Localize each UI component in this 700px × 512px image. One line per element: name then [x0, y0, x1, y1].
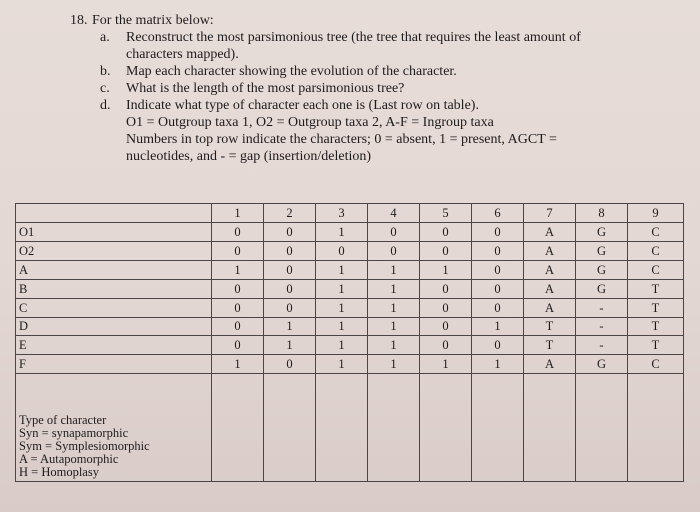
taxon-label: F [16, 355, 212, 374]
taxon-row [16, 336, 684, 355]
character-type-answer-cell[interactable] [576, 374, 628, 482]
character-type-answer-cell[interactable] [420, 374, 472, 482]
character-type-answer-cell[interactable] [264, 374, 316, 482]
character-type-answer-cell[interactable] [524, 374, 576, 482]
item-d-line: Indicate what type of character each one is (Last row on table). [126, 98, 479, 113]
character-state-cell: G [576, 279, 628, 298]
question-block [70, 12, 690, 165]
character-state-cell: T [524, 336, 576, 355]
character-state-cell: 1 [368, 317, 420, 336]
question-heading [70, 12, 690, 29]
item-a-line: characters mapped). [126, 47, 239, 62]
character-state-cell: 0 [368, 222, 420, 241]
taxon-row [16, 279, 684, 298]
character-state-cell: A [524, 279, 576, 298]
character-state-cell: 0 [212, 222, 264, 241]
question-item-a: a. Reconstruct the most parsimonious tree (the tree that requires the least amount of characters mapped). [100, 29, 690, 63]
taxon-label: C [16, 298, 212, 317]
item-c-line: What is the length of the most parsimonious tree? [126, 81, 405, 96]
question-prompt: For the matrix below: [92, 13, 214, 28]
header-corner [16, 204, 212, 223]
character-type-answer-cell[interactable] [316, 374, 368, 482]
character-state-cell: 0 [420, 336, 472, 355]
character-state-cell: 0 [472, 260, 524, 279]
character-number-header: 7 [524, 204, 576, 223]
type-legend-title: Type of character [19, 413, 107, 427]
taxon-label: D [16, 317, 212, 336]
character-state-cell: 0 [212, 279, 264, 298]
character-state-cell: A [524, 241, 576, 260]
character-state-cell: 1 [264, 336, 316, 355]
type-legend-entry: A = Autapomorphic [19, 452, 119, 466]
character-state-cell: 1 [368, 298, 420, 317]
taxon-row [16, 241, 684, 260]
character-state-cell: 1 [316, 336, 368, 355]
character-state-cell: 0 [420, 317, 472, 336]
character-state-cell: 1 [368, 279, 420, 298]
character-state-cell: 0 [212, 298, 264, 317]
character-state-cell: 0 [368, 241, 420, 260]
character-number-header: 5 [420, 204, 472, 223]
character-state-cell: G [576, 222, 628, 241]
character-state-cell: 0 [472, 298, 524, 317]
character-state-cell: - [576, 317, 628, 336]
character-state-cell: C [628, 355, 684, 374]
taxon-row [16, 222, 684, 241]
character-state-cell: 0 [472, 241, 524, 260]
character-state-cell: 0 [472, 279, 524, 298]
character-state-cell: 1 [316, 279, 368, 298]
character-state-cell: 1 [368, 355, 420, 374]
character-state-cell: G [576, 241, 628, 260]
type-legend-entry: Syn = synapamorphic [19, 426, 129, 440]
character-state-cell: T [628, 279, 684, 298]
character-type-answer-cell[interactable] [368, 374, 420, 482]
character-state-cell: 0 [472, 222, 524, 241]
character-state-cell: T [628, 317, 684, 336]
character-state-cell: 0 [264, 222, 316, 241]
character-type-answer-cell[interactable] [212, 374, 264, 482]
question-item-d: d. Indicate what type of character each one is (Last row on table). O1 = Outgroup taxa 1, O2 = Outgroup taxa 2, A-F = Ingroup taxa Numbers in top row indicate the characters; 0 = absent, 1 = present, AGCT = nucleotides, and - = gap (insertion/deletion) [100, 97, 690, 165]
character-state-cell: 0 [264, 279, 316, 298]
character-state-cell: 0 [420, 298, 472, 317]
taxon-row [16, 317, 684, 336]
character-number-header: 2 [264, 204, 316, 223]
character-type-row [16, 374, 684, 482]
question-item-b: b. Map each character showing the evolution of the character. [100, 63, 690, 80]
character-state-cell: 1 [316, 298, 368, 317]
character-state-cell: C [628, 260, 684, 279]
character-state-cell: G [576, 260, 628, 279]
taxon-row [16, 260, 684, 279]
character-state-cell: 1 [264, 317, 316, 336]
character-type-answer-cell[interactable] [472, 374, 524, 482]
question-number: 18. [70, 13, 88, 28]
question-item-c: c. What is the length of the most parsimonious tree? [100, 80, 690, 97]
item-a-line: Reconstruct the most parsimonious tree (the tree that requires the least amount of [126, 30, 581, 45]
matrix-body [16, 204, 684, 482]
character-state-cell: 0 [212, 241, 264, 260]
taxon-label: O2 [16, 241, 212, 260]
taxon-label: A [16, 260, 212, 279]
character-number-header: 6 [472, 204, 524, 223]
character-state-cell: - [576, 298, 628, 317]
question-items [100, 29, 690, 165]
type-legend-entry: Sym = Symplesiomorphic [19, 439, 150, 453]
character-state-cell: 0 [420, 222, 472, 241]
character-number-header: 4 [368, 204, 420, 223]
taxon-label: E [16, 336, 212, 355]
character-state-cell: 1 [316, 222, 368, 241]
character-state-cell: 1 [420, 355, 472, 374]
character-state-cell: A [524, 298, 576, 317]
character-state-cell: C [628, 241, 684, 260]
character-state-cell: 0 [212, 317, 264, 336]
character-state-cell: A [524, 355, 576, 374]
taxon-row [16, 355, 684, 374]
character-state-cell: G [576, 355, 628, 374]
character-state-cell: 0 [420, 279, 472, 298]
taxon-label: B [16, 279, 212, 298]
character-state-cell: 1 [472, 355, 524, 374]
character-state-cell: 1 [316, 355, 368, 374]
character-state-cell: 1 [472, 317, 524, 336]
character-state-cell: 1 [420, 260, 472, 279]
item-b-line: Map each character showing the evolution of the character. [126, 64, 457, 79]
character-state-cell: 1 [212, 260, 264, 279]
character-state-cell: 0 [420, 241, 472, 260]
character-state-cell: 1 [212, 355, 264, 374]
character-state-cell: C [628, 222, 684, 241]
character-number-header: 1 [212, 204, 264, 223]
character-state-cell: T [628, 298, 684, 317]
character-state-cell: - [576, 336, 628, 355]
character-state-cell: 0 [264, 298, 316, 317]
character-state-cell: 0 [264, 241, 316, 260]
character-matrix [15, 203, 684, 482]
character-state-cell: A [524, 260, 576, 279]
character-number-header: 9 [628, 204, 684, 223]
matrix-header-row [16, 204, 684, 223]
character-state-cell: 1 [316, 260, 368, 279]
item-d-line: Numbers in top row indicate the characters; 0 = absent, 1 = present, AGCT = [126, 132, 557, 147]
character-state-cell: 1 [368, 336, 420, 355]
character-state-cell: 1 [368, 260, 420, 279]
character-state-cell: 0 [212, 336, 264, 355]
character-state-cell: T [628, 336, 684, 355]
character-state-cell: 0 [472, 336, 524, 355]
character-number-header: 3 [316, 204, 368, 223]
character-state-cell: A [524, 222, 576, 241]
item-d-line: O1 = Outgroup taxa 1, O2 = Outgroup taxa 2, A-F = Ingroup taxa [126, 115, 494, 130]
character-number-header: 8 [576, 204, 628, 223]
character-state-cell: T [524, 317, 576, 336]
character-type-legend [16, 374, 212, 482]
character-state-cell: 0 [316, 241, 368, 260]
character-state-cell: 0 [264, 260, 316, 279]
character-state-cell: 1 [316, 317, 368, 336]
item-d-line: nucleotides, and - = gap (insertion/deletion) [126, 149, 372, 164]
character-state-cell: 0 [264, 355, 316, 374]
character-type-answer-cell[interactable] [628, 374, 684, 482]
type-legend-entry: H = Homoplasy [19, 465, 99, 479]
taxon-row [16, 298, 684, 317]
taxon-label: O1 [16, 222, 212, 241]
